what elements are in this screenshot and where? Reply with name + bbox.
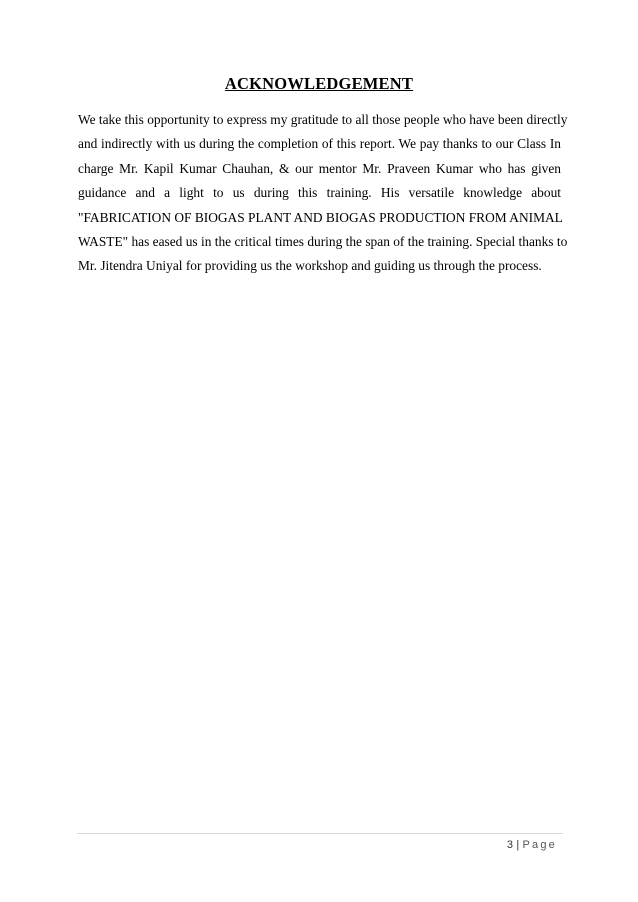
footer-divider <box>77 833 563 834</box>
paragraph-line: We take this opportunity to express my gratitude to all those people who have been directly <box>78 112 568 127</box>
acknowledgement-paragraph <box>78 108 568 279</box>
footer-separator: | <box>516 839 520 851</box>
paragraph-line: guidance and a light to us during this training. His versatile knowledge about <box>78 185 561 201</box>
page-footer <box>507 839 557 851</box>
paragraph-line: Mr. Jitendra Uniyal for providing us the workshop and guiding us through the process. <box>78 258 542 274</box>
page-title: ACKNOWLEDGEMENT <box>224 74 414 93</box>
page-label: Page <box>522 839 557 851</box>
paragraph-line: WASTE" has eased us in the critical times during the span of the training. Special thanks to <box>78 233 568 249</box>
paragraph-line: and indirectly with us during the completion of this report. We pay thanks to our Class In <box>78 136 561 152</box>
paragraph-line: charge Mr. Kapil Kumar Chauhan, & our mentor Mr. Praveen Kumar who has given <box>78 160 561 176</box>
page-number: 3 <box>506 839 514 851</box>
paragraph-line: "FABRICATION OF BIOGAS PLANT AND BIOGAS PRODUCTION FROM ANIMAL <box>78 209 563 225</box>
